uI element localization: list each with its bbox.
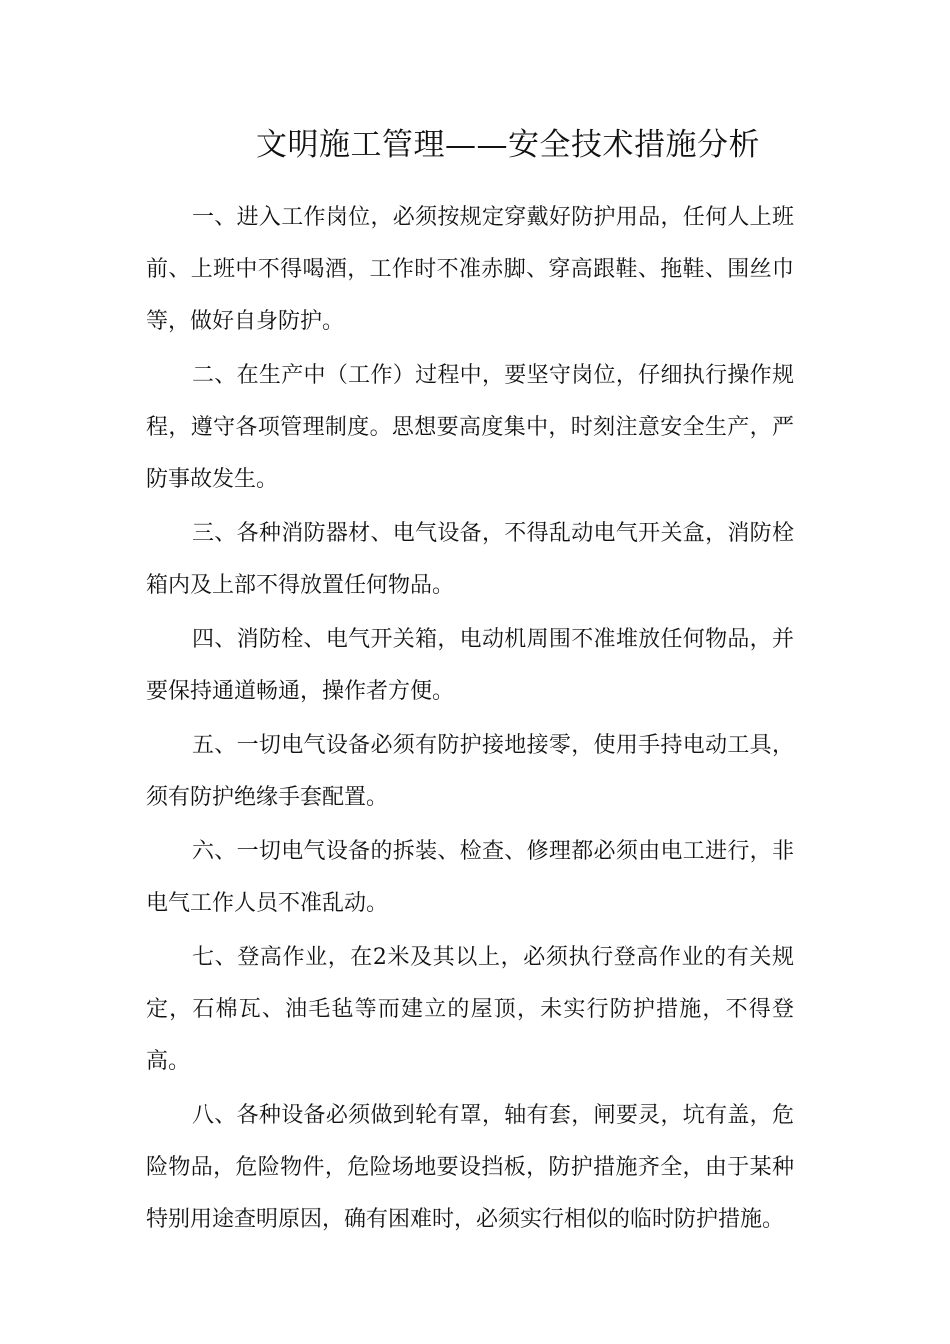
paragraph-5: 五、一切电气设备必须有防护接地接零，使用手持电动工具，须有防护绝缘手套配置。: [146, 733, 794, 810]
document-body: [146, 192, 794, 1248]
paragraph-3: 三、各种消防器材、电气设备，不得乱动电气开关盒，消防栓箱内及上部不得放置任何物品。: [146, 521, 794, 598]
paragraph-6: 六、一切电气设备的拆装、检查、修理都必须由电工进行，非电气工作人员不准乱动。: [146, 839, 794, 916]
paragraph-7: 七、登高作业，在2米及其以上，必须执行登高作业的有关规定，石棉瓦、油毛毡等而建立的屋顶，未实行防护措施，不得登高。: [146, 945, 794, 1074]
paragraph-4: 四、消防栓、电气开关箱，电动机周围不准堆放任何物品，并要保持通道畅通，操作者方便。: [146, 627, 794, 704]
document-title: 文明施工管理——安全技术措施分析: [256, 127, 760, 163]
paragraph-8: 八、各种设备必须做到轮有罩，轴有套，闸要灵，坑有盖，危险物品，危险物件，危险场地要设挡板，防护措施齐全，由于某种特别用途查明原因，确有困难时，必须实行相似的临时防护措施。: [146, 1103, 794, 1232]
paragraph-1: 一、进入工作岗位，必须按规定穿戴好防护用品，任何人上班前、上班中不得喝酒，工作时不准赤脚、穿高跟鞋、拖鞋、围丝巾等，做好自身防护。: [146, 205, 794, 334]
paragraph-2: 二、在生产中（工作）过程中，要坚守岗位，仔细执行操作规程，遵守各项管理制度。思想要高度集中，时刻注意安全生产，严防事故发生。: [146, 363, 794, 492]
